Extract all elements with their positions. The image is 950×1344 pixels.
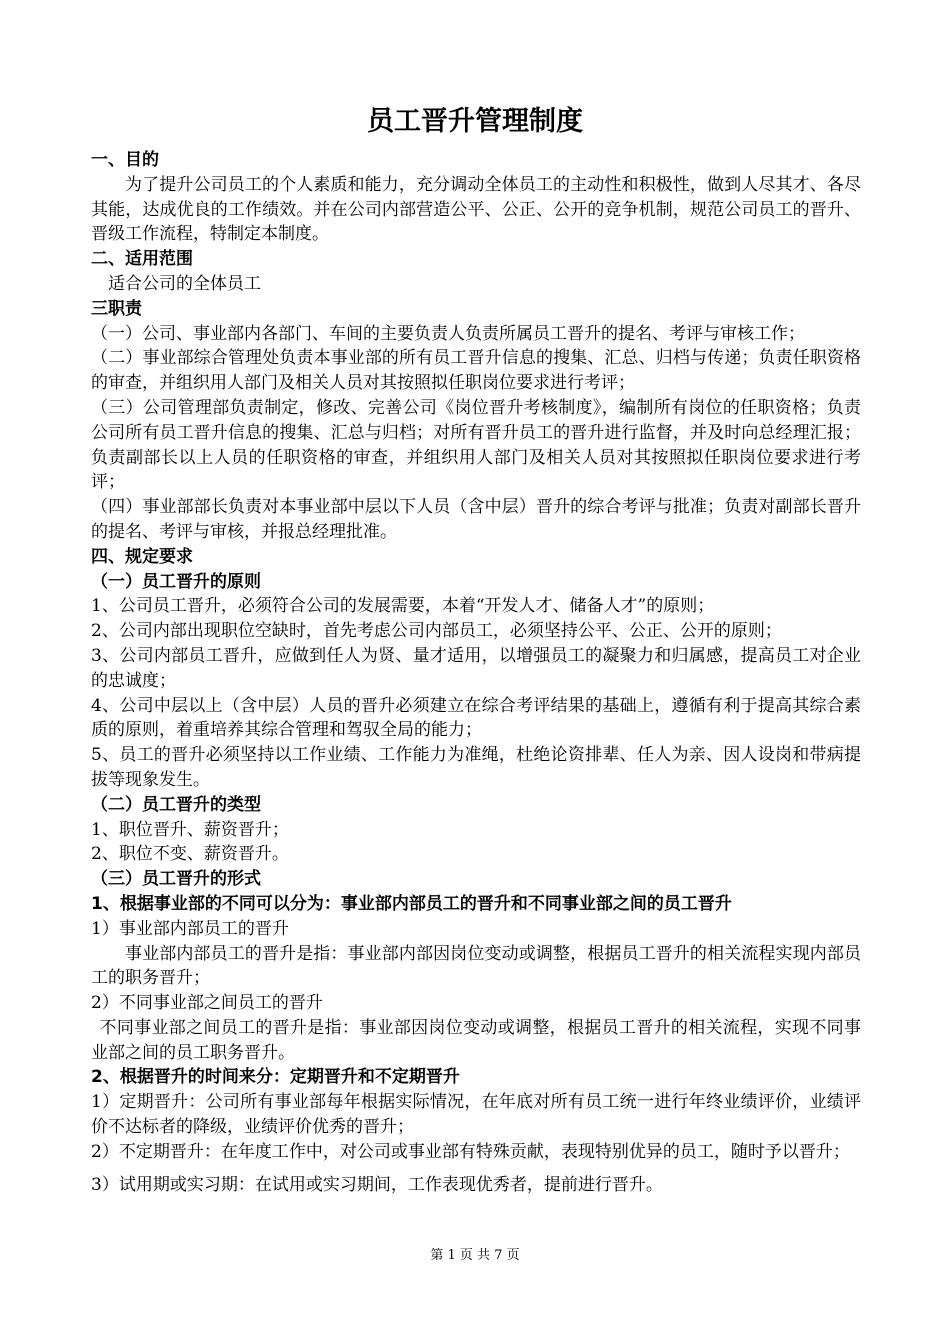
type-item: 2、职位不变、薪资晋升。 xyxy=(91,844,289,865)
form-item-probation: 3）试用期或实习期：在试用或实习期间，工作表现优秀者，提前进行晋升。 xyxy=(91,1174,663,1195)
duty-item: （二）事业部综合管理处负责本事业部的所有员工晋升信息的搜集、汇总、归档与传递；负责任职资格的审查，并组织用人部门及相关人员对其按照拟任职岗位要求进行考评； xyxy=(91,348,861,394)
subsection-heading-principles: （一）员工晋升的原则 xyxy=(91,571,261,592)
form-heading-by-department: 1、根据事业部的不同可以分为：事业部内部员工的晋升和不同事业部之间的员工晋升 xyxy=(91,893,732,914)
principle-item: 4、公司中层以上（含中层）人员的晋升必须建立在综合考评结果的基础上，遵循有利于提高其综合素质的原则，着重培养其综合管理和驾驭全局的能力； xyxy=(91,695,861,741)
type-item: 1、职位晋升、薪资晋升； xyxy=(91,819,289,840)
form-item-cross-body: 不同事业部之间员工的晋升是指：事业部因岗位变动或调整，根据员工晋升的相关流程，实现不同事业部之间的员工职务晋升。 xyxy=(91,1017,861,1063)
page-footer: 第 1 页 共 7 页 xyxy=(430,1248,520,1263)
principle-item: 2、公司内部出现职位空缺时，首先考虑公司内部员工，必须坚持公平、公正、公开的原则； xyxy=(91,621,782,642)
form-item-internal: 1）事业部内部员工的晋升 xyxy=(91,918,289,939)
section-body-scope: 适合公司的全体员工 xyxy=(108,273,261,294)
section-heading-duties: 三职责 xyxy=(91,298,142,319)
section-heading-purpose: 一、目的 xyxy=(91,150,159,170)
subsection-heading-types: （二）员工晋升的类型 xyxy=(91,794,261,815)
form-item-internal-body: 事业部内部员工的晋升是指：事业部内部因岗位变动或调整，根据员工晋升的相关流程实现内部员工的职务晋升； xyxy=(91,943,861,989)
form-item-cross: 2）不同事业部之间员工的晋升 xyxy=(91,993,323,1014)
subsection-heading-forms: （三）员工晋升的形式 xyxy=(91,869,261,890)
principle-item: 3、公司内部员工晋升，应做到任人为贤、量才适用，以增强员工的凝聚力和归属感，提高员工对企业的忠诚度； xyxy=(91,645,861,691)
duty-item: （三）公司管理部负责制定，修改、完善公司《岗位晋升考核制度》，编制所有岗位的任职资格；负责公司所有员工晋升信息的搜集、汇总与归档；对所有晋升员工的晋升进行监督，并及时向总经理汇报；负责副部长以上人员的任职资格的审查，并组织用人部门及相关人员对其按照拟任职岗位要求进行考评； xyxy=(91,397,861,493)
duty-item: （一）公司、事业部内各部门、车间的主要负责人负责所属员工晋升的提名、考评与审核工作； xyxy=(91,323,805,344)
section-heading-scope: 二、适用范围 xyxy=(91,249,193,270)
page-title: 员工晋升管理制度 xyxy=(367,106,583,137)
section-body-purpose: 为了提升公司员工的个人素质和能力，充分调动全体员工的主动性和积极性，做到人尽其才、各尽其能，达成优良的工作绩效。并在公司内部营造公平、公正、公开的竞争机制，规范公司员工的晋升、晋级工作流程，特制定本制度。 xyxy=(91,174,861,245)
form-item-regular: 1）定期晋升：公司所有事业部每年根据实际情况，在年底对所有员工统一进行年终业绩评价，业绩评价不达标者的降级，业绩评价优秀的晋升； xyxy=(91,1092,861,1138)
document-body xyxy=(91,148,861,1197)
section-heading-requirements: 四、规定要求 xyxy=(91,546,193,567)
principle-item: 1、公司员工晋升，必须符合公司的发展需要，本着“开发人才、储备人才”的原则； xyxy=(91,596,715,617)
form-heading-by-time: 2、根据晋升的时间来分：定期晋升和不定期晋升 xyxy=(91,1067,460,1088)
principle-item: 5、员工的晋升必须坚持以工作业绩、工作能力为准绳，杜绝论资排辈、任人为亲、因人设岗和带病提拔等现象发生。 xyxy=(91,745,861,790)
duty-item: （四）事业部部长负责对本事业部中层以下人员（含中层）晋升的综合考评与批准；负责对副部长晋升的提名、考评与审核，并报总经理批准。 xyxy=(91,497,861,542)
form-item-irregular: 2）不定期晋升：在年度工作中，对公司或事业部有特殊贡献，表现特别优异的员工，随时予以晋升； xyxy=(91,1141,850,1162)
